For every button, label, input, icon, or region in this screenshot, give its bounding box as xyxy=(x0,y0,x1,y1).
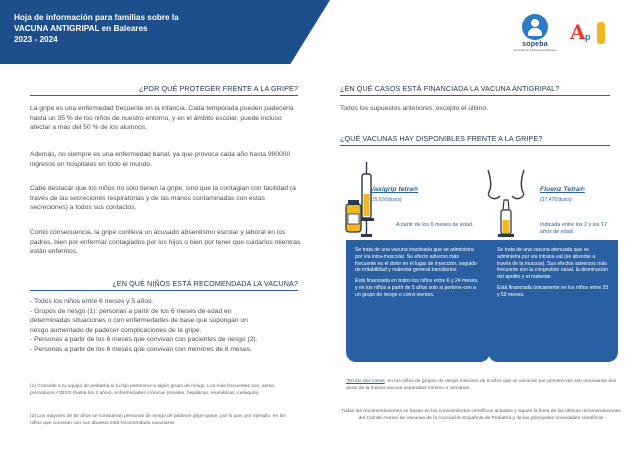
fluenz-card xyxy=(488,240,618,362)
who-list-item: - Personas a partir de los 6 meses que convivan con menores de 6 meses. xyxy=(30,345,252,353)
aepap-logo: A p xyxy=(570,18,610,48)
fluenz-name: Fluenz Tetra® xyxy=(540,186,585,193)
who-list-item: - Personas a partir de los 6 meses que convivan con pacientes de riesgo (2). xyxy=(30,336,258,344)
footnote-lead: *En los dos casos xyxy=(346,379,385,384)
who-list xyxy=(30,297,306,355)
sopeba-logo-icon xyxy=(522,14,548,40)
title-line-2: VACUNA ANTIGRIPAL en Baleares xyxy=(14,24,148,33)
why-heading: ¿POR QUÉ PROTEGER FRENTE A LA GRIPE? xyxy=(30,84,298,96)
fluenz-description: Se trata de una vacuna atenuada que se administra por vía intrana-sal (se absorbe a través de la mucosa). Sus efectos adversos más frecuente son la congestión nasal, la disminución del apetito y el malestar. xyxy=(497,247,608,281)
funded-text: Todos los supuestos anteriores, excepto el último. xyxy=(340,105,488,112)
funded-heading: ¿EN QUÉ CASOS ESTÁ FINANCIADA LA VACUNA ANTIGRIPAL? xyxy=(340,84,610,96)
vaxigrip-funding: Está financiada en todos los niños entre 6 y 24 meses, y en los niños a partir de 5 años solo si pertene-cen a un grupo de riesgo o convi-vientes. xyxy=(355,278,479,298)
who-list-item: riesgo aumentado de padecer complicaciones de la gripe. xyxy=(30,326,202,334)
who-note-1: (1) Consulte a tu equipo de pediatría si tu hijo pertenece a algún grupo de riesgo. Los más frecuentes son: asma, prematuros <32SG (hasta los 2 años), enfermedades crónicas (renales, hepáticas, reumáticas, celiaquía). xyxy=(30,384,276,396)
why-paragraph-2: Además, no siempre es una enfermedad banal, ya que provoca cada año hasta 900000 ingresos en hospitales en todo el mundo. xyxy=(30,151,291,168)
sopeba-logo-name: sopeba xyxy=(522,41,548,48)
available-heading: ¿QUÉ VACUNAS HAY DISPONIBLES FRENTE A LA GRIPE? xyxy=(340,134,610,146)
vaxigrip-name: Vaxigrip tetra® xyxy=(370,186,419,193)
who-list-item: determinadas situaciones o con enfermedades de base que supongan un xyxy=(30,317,248,325)
vaxigrip-price: (15,51€/dosis) xyxy=(370,197,402,203)
who-list-item: - Grupos de riesgo (1): personas a partir de los 6 meses de edad en xyxy=(30,307,232,315)
nasal-spray-icon xyxy=(498,200,514,237)
who-list-item: - Todos los niños entre 6 meses y 5 años. xyxy=(30,298,154,305)
who-heading: ¿EN QUÉ NIÑOS ESTÁ RECOMENDADA LA VACUNA? xyxy=(30,279,298,291)
vaxigrip-age: A partir de los 6 meses de edad. xyxy=(396,222,474,228)
why-paragraph-4: Como consecuencia, la gripe conlleva un acusado absentismo escolar y laboral en los padres, bien por enfermar contagiados por los hijos o bien por tener que cuidarlos mientras están enfermos. xyxy=(30,229,301,256)
fluenz-funding: Está financiada únicamente en los niños entre 25 y 59 meses. xyxy=(497,284,609,298)
footnote-text: , en los niños de grupos de riesgo menores de 9 años que se vacunan por primera vez son necesarias dos dosis de la misma vacuna separadas mínimo 4 semanas. xyxy=(346,379,617,391)
sopeba-logo-sub: Sociedad de Pediatría de Baleares xyxy=(513,48,557,52)
fluenz-price: (37,47€/dosis) xyxy=(540,197,572,203)
title-line-1: Hoja de información para familias sobre la xyxy=(14,13,179,22)
vaccine-footnote xyxy=(346,379,618,392)
page-header xyxy=(0,0,640,64)
nose-icon xyxy=(488,170,524,199)
why-paragraph-3: Cabe destacar que los niños no solo tienen la gripe, sino que la contagian con facilidad (a través de las secreciones respiratorias y de las manos contaminadas con estas secreciones) a todos sus contactos. xyxy=(30,185,296,212)
vaxigrip-card xyxy=(346,240,490,362)
title-line-3: 2023 - 2024 xyxy=(14,35,58,44)
why-paragraph-1: La gripe es una enfermedad frecuente en la infancia. Cada temporada pueden padecerla hasta un 35 % de los niños de nuestro entorno, y en el ámbito escolar, puede incluso afectar a más del 50 % de los alumnos. xyxy=(30,105,294,132)
who-note-2: (2) Los mayores de 60 años se consideran personas de riesgo de padecer gripe grave, por lo que, por ejemplo, en los niños que convivan con sus abuelos está recomendado vacunarse. xyxy=(30,414,286,426)
fluenz-illustration xyxy=(482,160,532,242)
vaxigrip-description: Se trata de una vacuna inactivada que se administra por vía intra-muscular. Su efecto adverso más frecuente es el dolor en el lugar de inyección, seguido de irritabilidad y malestar general transitorios. xyxy=(355,247,477,274)
closing-note: Todas las recomendaciones se basan en los conocimientos científicos actuales y siguen la línea de las últimas recomendaciones del Comité Asesor de Vacunas de la Asociación Española de Pediatría y de las principales sociedades científicas xyxy=(341,409,621,421)
sopeba-logo xyxy=(512,14,558,54)
vial-icon xyxy=(346,200,361,232)
page-title xyxy=(14,12,294,45)
fluenz-age: Indicada entre los 2 y los 17 años de edad. xyxy=(540,222,608,235)
